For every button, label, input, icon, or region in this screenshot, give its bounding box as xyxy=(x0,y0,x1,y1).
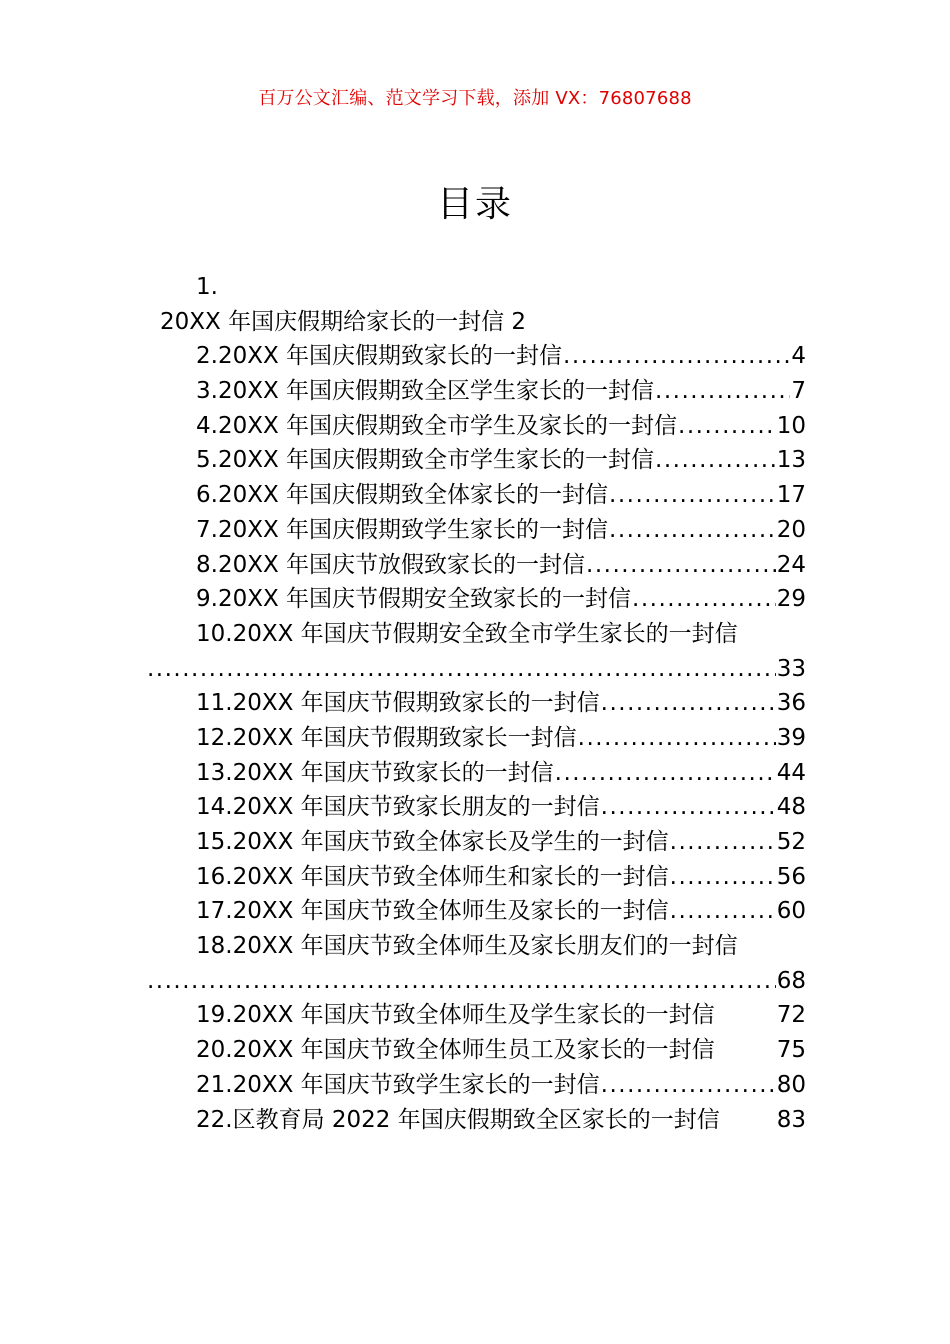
toc-entry-title: 20XX 年国庆假期致家长的一封信 xyxy=(217,343,563,370)
toc-entry-number: 18. xyxy=(196,933,233,960)
toc-entry-title: 20XX 年国庆假期致学生家长的一封信 xyxy=(217,516,609,543)
toc-entry[interactable] xyxy=(146,548,806,583)
toc-entry-number: 15. xyxy=(196,829,233,855)
toc-entry-number: 11. xyxy=(196,690,233,717)
toc-entry-number: 13. xyxy=(196,759,233,786)
toc-entry-number: 21. xyxy=(196,1071,233,1098)
toc-entry[interactable] xyxy=(146,270,806,339)
toc-entry-title: 20XX 年国庆假期致全体家长的一封信 xyxy=(217,482,609,509)
toc-entry-number: 19. xyxy=(196,1002,233,1029)
toc-entry-title: 20XX 年国庆节假期致家长的一封信 xyxy=(232,690,600,717)
toc-entry-title: 20XX 年国庆节致家长朋友的一封信 xyxy=(232,794,600,821)
toc-entry-number: 17. xyxy=(196,898,233,925)
toc-entry[interactable] xyxy=(146,443,806,478)
toc-entry-page: 24 xyxy=(776,551,806,578)
header-note: 百万公文汇编、范文学习下载，添加 VX：76807688 xyxy=(258,88,692,109)
toc-entry-title: 20XX 年国庆节假期致家长一封信 xyxy=(232,724,577,751)
toc-title: 目录 xyxy=(436,184,513,225)
toc-entry-page: 60 xyxy=(776,898,806,925)
toc-entry[interactable] xyxy=(146,582,806,617)
toc-entry-page: 29 xyxy=(776,586,806,613)
toc-entry[interactable] xyxy=(146,686,806,721)
toc-entry[interactable] xyxy=(146,339,806,374)
dot-leader xyxy=(678,409,776,444)
toc-entry-title: 20XX 年国庆节假期安全致全市学生家长的一封信 xyxy=(232,620,738,647)
toc-entry-title: 20XX 年国庆节假期安全致家长的一封信 xyxy=(217,586,632,613)
dot-leader xyxy=(586,548,776,583)
toc-entry[interactable] xyxy=(146,409,806,444)
dot-leader xyxy=(147,964,776,999)
toc-entry-page: 52 xyxy=(776,829,806,855)
toc-entry-page: 80 xyxy=(776,1071,806,1098)
dot-leader xyxy=(632,582,776,617)
table-of-contents xyxy=(146,270,806,1137)
toc-entry-title: 20XX 年国庆节致全体师生及家长的一封信 xyxy=(232,898,669,925)
toc-entry-title: 20XX 年国庆节致全体家长及学生的一封信 xyxy=(232,829,669,855)
toc-entry-number: 16. xyxy=(196,863,233,890)
toc-entry-number: 1. xyxy=(196,274,218,300)
toc-entry-title: 20XX 年国庆节放假致家长的一封信 xyxy=(217,551,586,578)
toc-entry[interactable] xyxy=(146,825,806,860)
toc-entry[interactable] xyxy=(146,756,806,791)
toc-entry-title: 20XX 年国庆假期致全市学生及家长的一封信 xyxy=(217,412,678,439)
toc-entry-title: 20XX 年国庆节致全体师生及家长朋友们的一封信 xyxy=(232,933,738,960)
dot-leader xyxy=(601,790,776,825)
dot-leader xyxy=(601,1068,776,1103)
dot-leader xyxy=(609,513,776,548)
toc-entry[interactable] xyxy=(146,478,806,513)
toc-entry[interactable] xyxy=(146,894,806,929)
toc-entry-page: 56 xyxy=(776,863,806,890)
toc-entry-page: 75 xyxy=(776,1037,806,1064)
toc-entry-page: 68 xyxy=(776,967,806,994)
toc-entry-page: 39 xyxy=(776,724,806,751)
toc-entry-page: 48 xyxy=(776,794,806,821)
dot-leader xyxy=(655,443,776,478)
toc-entry-number: 10. xyxy=(196,620,233,647)
toc-entry-page: 4 xyxy=(791,343,806,370)
toc-entry-page: 7 xyxy=(791,378,806,405)
toc-entry-title: 20XX 年国庆节致全体师生员工及家长的一封信 xyxy=(232,1037,715,1064)
dot-leader xyxy=(609,478,776,513)
toc-entry-number: 8. xyxy=(196,551,218,578)
toc-entry-title: 20XX 年国庆节致全体师生和家长的一封信 xyxy=(232,863,669,890)
toc-entry[interactable] xyxy=(146,617,806,686)
toc-entry-page: 10 xyxy=(776,412,806,439)
toc-entry-title: 20XX 年国庆节致全体师生及学生家长的一封信 xyxy=(232,1002,715,1029)
toc-entry-title: 20XX 年国庆假期致全市学生家长的一封信 xyxy=(217,447,655,474)
toc-entry[interactable] xyxy=(146,860,806,895)
toc-entry-page: 17 xyxy=(776,482,806,509)
toc-entry-number: 9. xyxy=(196,586,218,613)
toc-entry-number: 14. xyxy=(196,794,233,821)
toc-entry[interactable] xyxy=(146,374,806,409)
toc-entry-page: 83 xyxy=(776,1106,806,1133)
toc-entry[interactable] xyxy=(146,1033,806,1068)
toc-entry-title: 20XX 年国庆假期致全区学生家长的一封信 xyxy=(217,378,655,405)
toc-entry-page: 33 xyxy=(776,655,806,682)
toc-entry[interactable] xyxy=(146,721,806,756)
dot-leader xyxy=(670,894,776,929)
dot-leader xyxy=(555,756,776,791)
toc-entry-title: 区教育局 2022 年国庆假期致全区家长的一封信 xyxy=(232,1106,720,1133)
toc-entry[interactable] xyxy=(146,1103,806,1138)
dot-leader xyxy=(147,652,776,687)
toc-entry-number: 5. xyxy=(196,447,218,474)
toc-entry-page: 13 xyxy=(776,447,806,474)
toc-entry-number: 4. xyxy=(196,412,218,439)
toc-entry-number: 12. xyxy=(196,724,233,751)
toc-entry-number: 22. xyxy=(196,1106,233,1133)
toc-entry[interactable] xyxy=(146,998,806,1033)
toc-entry-number: 3. xyxy=(196,378,218,405)
toc-entry-page: 36 xyxy=(776,690,806,717)
toc-entry[interactable] xyxy=(146,790,806,825)
toc-entry-number: 6. xyxy=(196,482,218,509)
toc-entry-number: 20. xyxy=(196,1037,233,1064)
toc-entry[interactable] xyxy=(146,513,806,548)
toc-entry[interactable] xyxy=(146,929,806,998)
toc-entry[interactable] xyxy=(146,1068,806,1103)
toc-entry-page: 44 xyxy=(776,759,806,786)
dot-leader xyxy=(601,686,776,721)
toc-entry-page: 2 xyxy=(511,308,527,335)
dot-leader xyxy=(670,825,776,860)
dot-leader xyxy=(578,721,776,756)
toc-entry-number: 2. xyxy=(196,343,218,370)
dot-leader xyxy=(563,339,790,374)
dot-leader xyxy=(670,860,776,895)
toc-entry-title: 20XX 年国庆节致学生家长的一封信 xyxy=(232,1071,600,1098)
toc-entry-page: 72 xyxy=(776,1002,806,1029)
toc-entry-title: 20XX 年国庆节致家长的一封信 xyxy=(232,759,554,786)
toc-entry-title: 20XX 年国庆假期给家长的一封信 xyxy=(160,308,505,335)
toc-entry-page: 20 xyxy=(776,516,806,543)
toc-entry-number: 7. xyxy=(196,516,218,543)
dot-leader xyxy=(655,374,790,409)
